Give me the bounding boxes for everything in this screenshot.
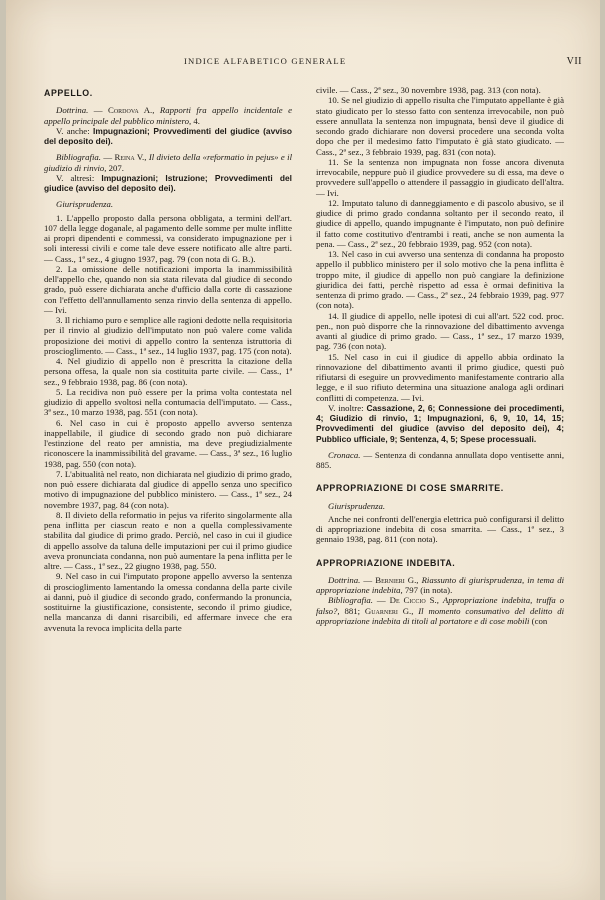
entry-heading-appello: APPELLO. bbox=[44, 88, 93, 98]
dottrina-author: — Bernieri G., bbox=[363, 574, 419, 585]
header-title: INDICE ALFABETICO GENERALE bbox=[184, 56, 347, 66]
see-further-entry bbox=[44, 173, 292, 194]
case-paragraph: 5. La recidiva non può essere per la prima volta contestata nel giudizio di appello svoltosi nella contumacia dell'imputato. — Cass., 3ª sez., 10 marzo 1938, pag. 551 (con nota). bbox=[44, 386, 292, 418]
dottrina-label: Dottrina. bbox=[328, 574, 361, 585]
case-paragraph: 10. Se nel giudizio di appello risulta che l'imputato appellante è già stato giudicato per lo stesso fatto con sentenza irrevocabile, non può essere annullata la sentenza non impugnata, bensì deve il giudice di secondo grado dichiarare non doversi procedere una seconda volta dopo che per il medesimo fatto l'imputato è già stato giudicato. — Cass., 2ª sez., 3 febbraio 1939, pag. 831 (con nota). bbox=[316, 95, 564, 157]
see-further-refs: Impugnazioni; Istruzione; Provvedimenti del giudice (avviso del deposito dei). bbox=[44, 172, 292, 193]
case-paragraph: 4. Nel giudizio di appello non è prescritta la citazione della persona offesa, la quale non sia costituita parte civile. — Cass., 1ª sez., 9 febbraio 1938, pag. 86 (con nota). bbox=[44, 356, 292, 387]
page-number: VII bbox=[566, 56, 582, 67]
dottrina-ref: 797 (in nota). bbox=[404, 585, 453, 595]
bibliografia-author: Guarneri G., bbox=[364, 605, 414, 616]
bibliografia-label: Bibliografia. bbox=[328, 595, 373, 606]
bibliografia-label: Bibliografia. bbox=[56, 152, 101, 163]
document-page bbox=[6, 0, 600, 900]
case-paragraph: 12. Imputato taluno di danneggiamento e di pascolo abusivo, se il giudice di primo grado condanna soltanto per il secondo reato, il giudice di appello, quando impugnante è l'imputato, non può definire il fatto come costitutivo d'entrambi i reati, anche se non aumenta la pena. — Cass., 2ª sez., 20 febbraio 1939, pag. 952 (con nota). bbox=[316, 197, 564, 249]
bibliografia-author: — De Ciccio S., bbox=[376, 595, 439, 606]
see-further-label: V. altresì: bbox=[56, 172, 95, 183]
giurisprudenza-label: Giurisprudenza. bbox=[328, 500, 386, 511]
bibliografia-title: Il momento consumativo del delitto di appropriazione indebita di titoli al portatore e di cose mobili bbox=[316, 605, 565, 626]
giurisprudenza-label: Giurisprudenza. bbox=[56, 199, 114, 210]
bibliografia-title: Appropriazione indebita, truffa o falso?, bbox=[316, 595, 565, 616]
case-paragraph: 14. Il giudice di appello, nelle ipotesi di cui all'art. 522 cod. proc. pen., non può disporre che la rinnovazione del dibattimento avvenga avanti al giudice di primo grado. — Cass., 1ª sez., 17 marzo 1939, pag. 736 (con nota). bbox=[316, 310, 564, 352]
dottrina-ref: 4. bbox=[193, 115, 200, 126]
case-paragraph-continued: civile. — Cass., 2ª sez., 30 novembre 1938, pag. 313 (con nota). bbox=[316, 85, 541, 95]
case-paragraph: 2. La omissione delle notificazioni importa la inammissibilità dell'appello che, quando non sia stata rilevata dal giudice di secondo grado, può essere dichiarata anche d'ufficio dalla corte di cassazione con l'effetto dell'annullamento senza rinvio della sentenza di appello. — Ivi. bbox=[44, 263, 292, 315]
spacer bbox=[316, 470, 564, 480]
dottrina-title: Riassunto di giurisprudenza, in tema di appropriazione indebita, bbox=[316, 574, 565, 595]
right-column bbox=[316, 85, 564, 626]
dottrina-title: Rapporti fra appello incidentale e appello principale del pubblico ministero, bbox=[44, 105, 292, 126]
bibliografia-tail: (con bbox=[531, 615, 548, 626]
case-paragraph: Anche nei confronti dell'energia elettrica può configurarsi il delitto di appropriazione indebita di cosa smarrita. — Cass., 1ª sez., 3 gennaio 1938, pag. 811 (con nota). bbox=[316, 513, 564, 545]
case-paragraph: 7. L'abitualità nel reato, non dichiarata nel giudizio di primo grado, non può essere dichiarata dal giudice di appello senza uno specifico motivo di impugnazione del pubblico ministero. — Cass., 1ª sez., 24 novembre 1937, pag. 84 (con nota). bbox=[44, 468, 292, 510]
bibliografia-title: Il divieto della «reformatio in pejus» e il giudizio di rinvio, bbox=[44, 152, 293, 173]
see-also-entry bbox=[44, 126, 292, 147]
dottrina-entry: Dottrina. — Cordova A., Rapporti fra appello incidentale e appello principale del pubblico ministero, 4. bbox=[44, 105, 292, 126]
dottrina-entry bbox=[316, 575, 564, 596]
entry-heading-appropriazione-indebita: APPROPRIAZIONE INDEBITA. bbox=[316, 557, 456, 568]
case-paragraph: 6. Nel caso in cui è proposto appello avverso sentenza inappellabile, il giudice di secondo grado non può dichiarare l'estinzione del reato per amnistia, ma deve pregiudizialmente riconoscere la inammissibilità del gravame. — Cass., 3ª sez., 16 luglio 1938, pag. 550 (con nota). bbox=[44, 417, 292, 469]
case-paragraph: 3. Il richiamo puro e semplice alle ragioni dedotte nella requisitoria per il rinvio al giudizio dell'imputato non può valere come valida proposizione dei motivi di appello contro la sentenza istruttoria di proscioglimento. — Cass., 1ª sez., 14 luglio 1937, pag. 175 (con nota). bbox=[44, 315, 292, 356]
bibliografia-entry: Bibliografia. — Reina V., Il divieto della «reformatio in pejus» e il giudizio di rinvio, 207. bbox=[44, 152, 293, 173]
see-also-label: V. inoltre: bbox=[328, 402, 364, 413]
cronaca-entry bbox=[316, 450, 564, 471]
bibliografia-author: Reina V., bbox=[114, 152, 147, 163]
spacer bbox=[316, 545, 564, 555]
bibliografia-ref: 881; bbox=[344, 605, 361, 616]
see-also-refs: Impugnazioni; Provvedimenti del giudice (avviso del deposito dei). bbox=[44, 125, 292, 146]
dottrina-label: Dottrina. bbox=[56, 105, 89, 116]
see-also-label: V. anche: bbox=[56, 125, 90, 136]
case-paragraph: 15. Nel caso in cui il giudice di appello abbia ordinato la rinnovazione del dibattimento avanti il primo giudice, questi può rifiutarsi di eseguire un provvedimento manifestamente contrario alla legge, e il suo rifiuto determina una situazione analoga agli ordinari conflitti di competenza. — Ivi. bbox=[316, 351, 564, 403]
case-paragraph: 8. Il divieto della reformatio in pejus va riferito singolarmente alla pena inflitta per ciascun reato e non a quella complessivamente stabilita dal giudice di primo grado. Perciò, nel caso in cui il giudice di appello assolve da taluna delle imputazioni per cui il primo giudice aveva pronunciata condanna, non può aumentare la pena inflitta per le altre. — Cass., 1ª sez., 22 giugno 1938, pag. 550. bbox=[44, 509, 292, 571]
case-paragraph: 11. Se la sentenza non impugnata non fosse ancora divenuta irrevocabile, neppure può il giudice provvedere su di essa, ma deve o provvedere sull'appello o attendere il passaggio in giudicato dell'altra. — Ivi. bbox=[316, 156, 564, 198]
left-column bbox=[44, 85, 292, 633]
see-also-entry bbox=[316, 403, 564, 444]
bibliografia-ref: 207. bbox=[108, 162, 124, 173]
dottrina-author: Cordova A., bbox=[108, 105, 155, 116]
cronaca-label: Cronaca. bbox=[328, 449, 361, 460]
entry-heading-appropriazione-cose-smarrite: APPROPRIAZIONE DI COSE SMARRITE. bbox=[316, 483, 504, 494]
case-paragraph: 9. Nel caso in cui l'imputato propone appello avverso la sentenza di proscioglimento lamentando la omessa condanna della parte civile ai danni, può il giudice di secondo grado, confermando la pronuncia, sostituirne la giustificazione, consistente, secondo il primo giudice, nella mancanza di danni risarcibili, ed affermare invece che era avvenuta la revoca implicita della parte bbox=[44, 571, 292, 633]
bibliografia-entry bbox=[316, 595, 564, 626]
see-also-refs: Cassazione, 2, 6; Connessione dei procedimenti, 4; Giudizio di rinvio, 1; Impugnazioni, 6, 9, 10, 14, 15; Provvedimenti del giudice (avviso del deposito dei), 4; Pubblico ufficiale, 9; Sentenza, 4, 5; Spese processuali. bbox=[316, 402, 565, 444]
case-paragraph: 1. L'appello proposto dalla persona obbligata, a termini dell'art. 107 della legge doganale, al pagamento delle somme per multe inflitte ai propri dipendenti e commessi, va considerato impugnazione per i soli interessi civili e come tale deve essere notificato alle altre parti. — Cass., 1ª sez., 4 giugno 1937, pag. 79 (con nota di G. B.). bbox=[44, 212, 292, 264]
running-header bbox=[6, 56, 600, 70]
case-paragraph: 13. Nel caso in cui avverso una sentenza di condanna ha proposto appello il pubblico ministero per il solo motivo che la pena inflitta è troppo mite, il giudice di appello non può cangiare la definizione giuridica dei fatti, perchè rispetto ad essa è ormai definitiva la sentenza di primo grado. — Cass., 2ª sez., 24 febbraio 1939, pag. 977 (con nota). bbox=[316, 249, 564, 311]
cronaca-text: — Sentenza di condanna annullata dopo ventisette anni, 885. bbox=[316, 449, 565, 470]
